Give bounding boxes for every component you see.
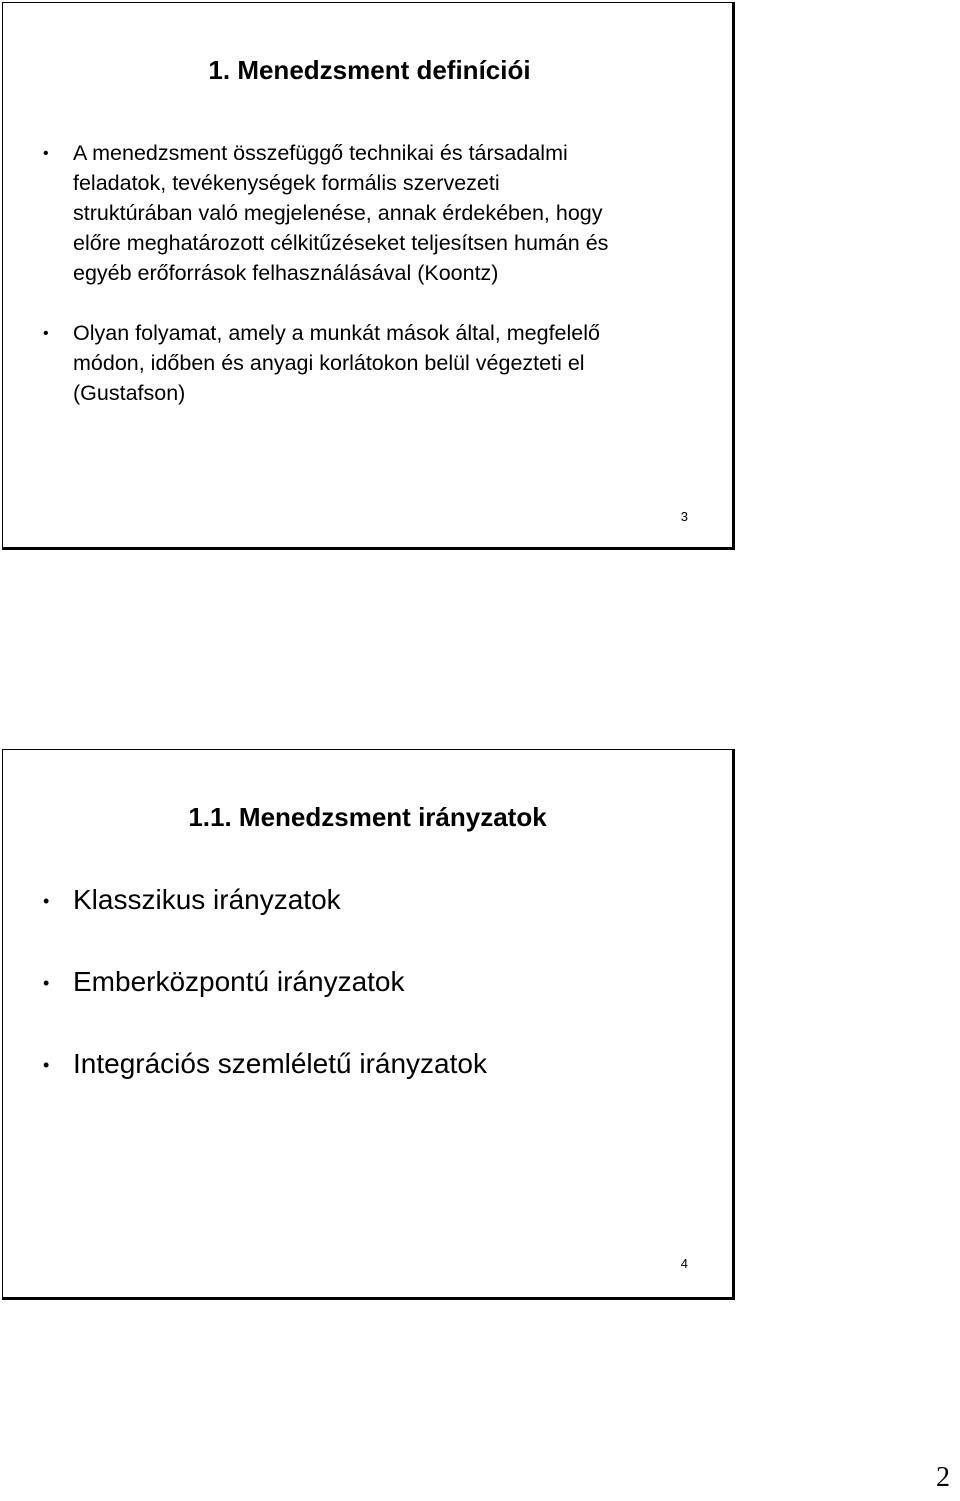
bullet-line: előre meghatározott célkitűzéseket teljesítsen humán és [73,231,609,255]
bullet-list [3,880,732,1084]
bullet-list [3,138,732,408]
bullet-marker: • [43,145,49,162]
bullet-line: struktúrában való megjelenése, annak érdekében, hogy [73,201,603,225]
page-number: 2 [936,1462,950,1493]
bullet-line: A menedzsment összefüggő technikai és társadalmi [73,141,568,165]
bullet-marker: • [43,1055,50,1075]
bullet-line: feladatok, tevékenységek formális szervezeti [73,171,500,195]
bullet-line: módon, időben és anyagi korlátokon belül végezteti el [73,351,585,375]
bullet-text [73,318,712,408]
slide-number: 4 [680,1256,688,1271]
bullet-text [73,138,712,288]
bullet-marker: • [43,973,50,993]
bullet-line: Olyan folyamat, amely a munkát mások által, megfelelő [73,321,600,345]
slide-number: 3 [680,509,688,524]
slide-3 [2,2,735,550]
bullet-text: Integrációs szemléletű irányzatok [73,1048,487,1079]
slide-title: 1.1. Menedzsment irányzatok [188,802,547,832]
bullet-item [3,1044,732,1084]
bullet-marker: • [43,325,49,342]
bullet-item [3,880,732,920]
bullet-item [3,962,732,1002]
bullet-item [3,138,732,288]
bullet-item [3,318,732,408]
bullet-text: Emberközpontú irányzatok [73,966,405,997]
slide-4 [2,749,735,1300]
bullet-line: (Gustafson) [73,381,186,405]
slide-title: 1. Menedzsment definíciói [208,55,531,85]
bullet-text: Klasszikus irányzatok [73,884,341,915]
bullet-line: egyéb erőforrások felhasználásával (Koontz) [73,261,499,285]
bullet-marker: • [43,891,50,911]
